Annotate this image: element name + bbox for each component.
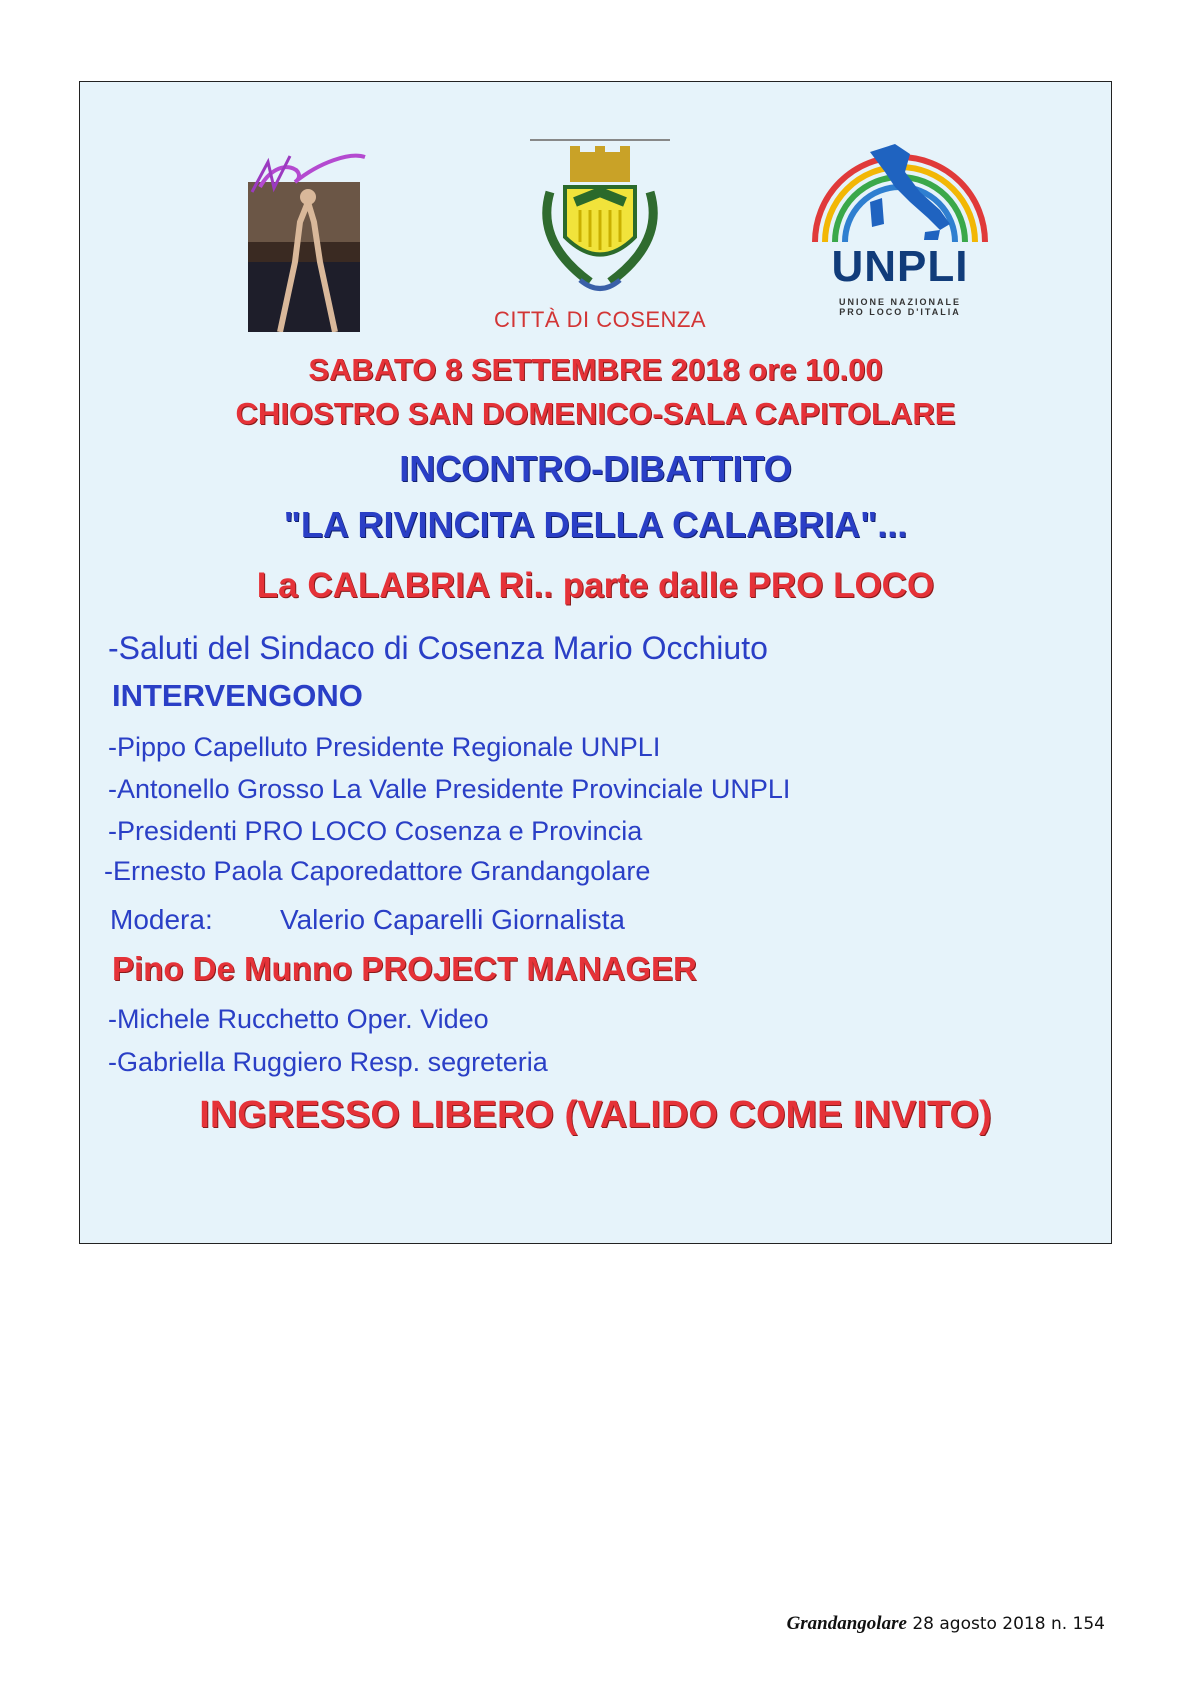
unpli-logo: [800, 132, 1000, 332]
event-place: CHIOSTRO SAN DOMENICO-SALA CAPITOLARE: [235, 396, 956, 431]
unpli-wordmark: UNPLI: [831, 242, 969, 291]
project-manager: Pino De Munno PROJECT MANAGER: [112, 950, 697, 987]
italy-map-rainbow-icon: [800, 132, 1000, 252]
magazine-name: Grandangolare: [786, 1613, 907, 1634]
page-footer: [787, 1613, 1105, 1635]
free-entry: INGRESSO LIBERO (VALIDO COME INVITO): [199, 1094, 992, 1136]
unpli-subtitle-line2: PRO LOCO D'ITALIA: [839, 307, 961, 317]
event-poster: [79, 81, 1112, 1244]
event-date: SABATO 8 SETTEMBRE 2018 ore 10.00: [308, 352, 883, 387]
flashdance-poster-icon: [240, 142, 370, 332]
coat-of-arms-icon: [480, 132, 720, 302]
event-title-2: "LA RIVINCITA DELLA CALABRIA"...: [283, 504, 908, 545]
mayor-greeting: -Saluti del Sindaco di Cosenza Mario Occhiuto: [108, 630, 768, 666]
event-subtitle: La CALABRIA Ri.. parte dalle PRO LOCO: [256, 566, 935, 605]
speaker-item: -Pippo Capelluto Presidente Regionale UNPLI: [108, 732, 661, 762]
cosenza-logo: [480, 132, 720, 352]
moderator-label: Modera:: [110, 904, 213, 935]
staff-item: -Michele Rucchetto Oper. Video: [108, 1004, 489, 1034]
issue-info: 28 agosto 2018 n. 154: [912, 1614, 1105, 1634]
unpli-subtitle-line1: UNIONE NAZIONALE: [839, 297, 961, 307]
speaker-item: -Ernesto Paola Caporedattore Grandangolare: [104, 856, 651, 886]
speaker-item: -Antonello Grosso La Valle Presidente Provinciale UNPLI: [108, 774, 791, 804]
staff-item: -Gabriella Ruggiero Resp. segreteria: [108, 1047, 548, 1077]
moderator-name: Valerio Caparelli Giornalista: [280, 904, 625, 935]
event-title-1: INCONTRO-DIBATTITO: [399, 448, 792, 489]
speaker-item: -Presidenti PRO LOCO Cosenza e Provincia: [108, 816, 643, 846]
unpli-subtitle: [800, 297, 1000, 317]
cosenza-label: CITTÀ DI COSENZA: [493, 307, 707, 332]
speakers-heading: INTERVENGONO: [112, 678, 363, 713]
